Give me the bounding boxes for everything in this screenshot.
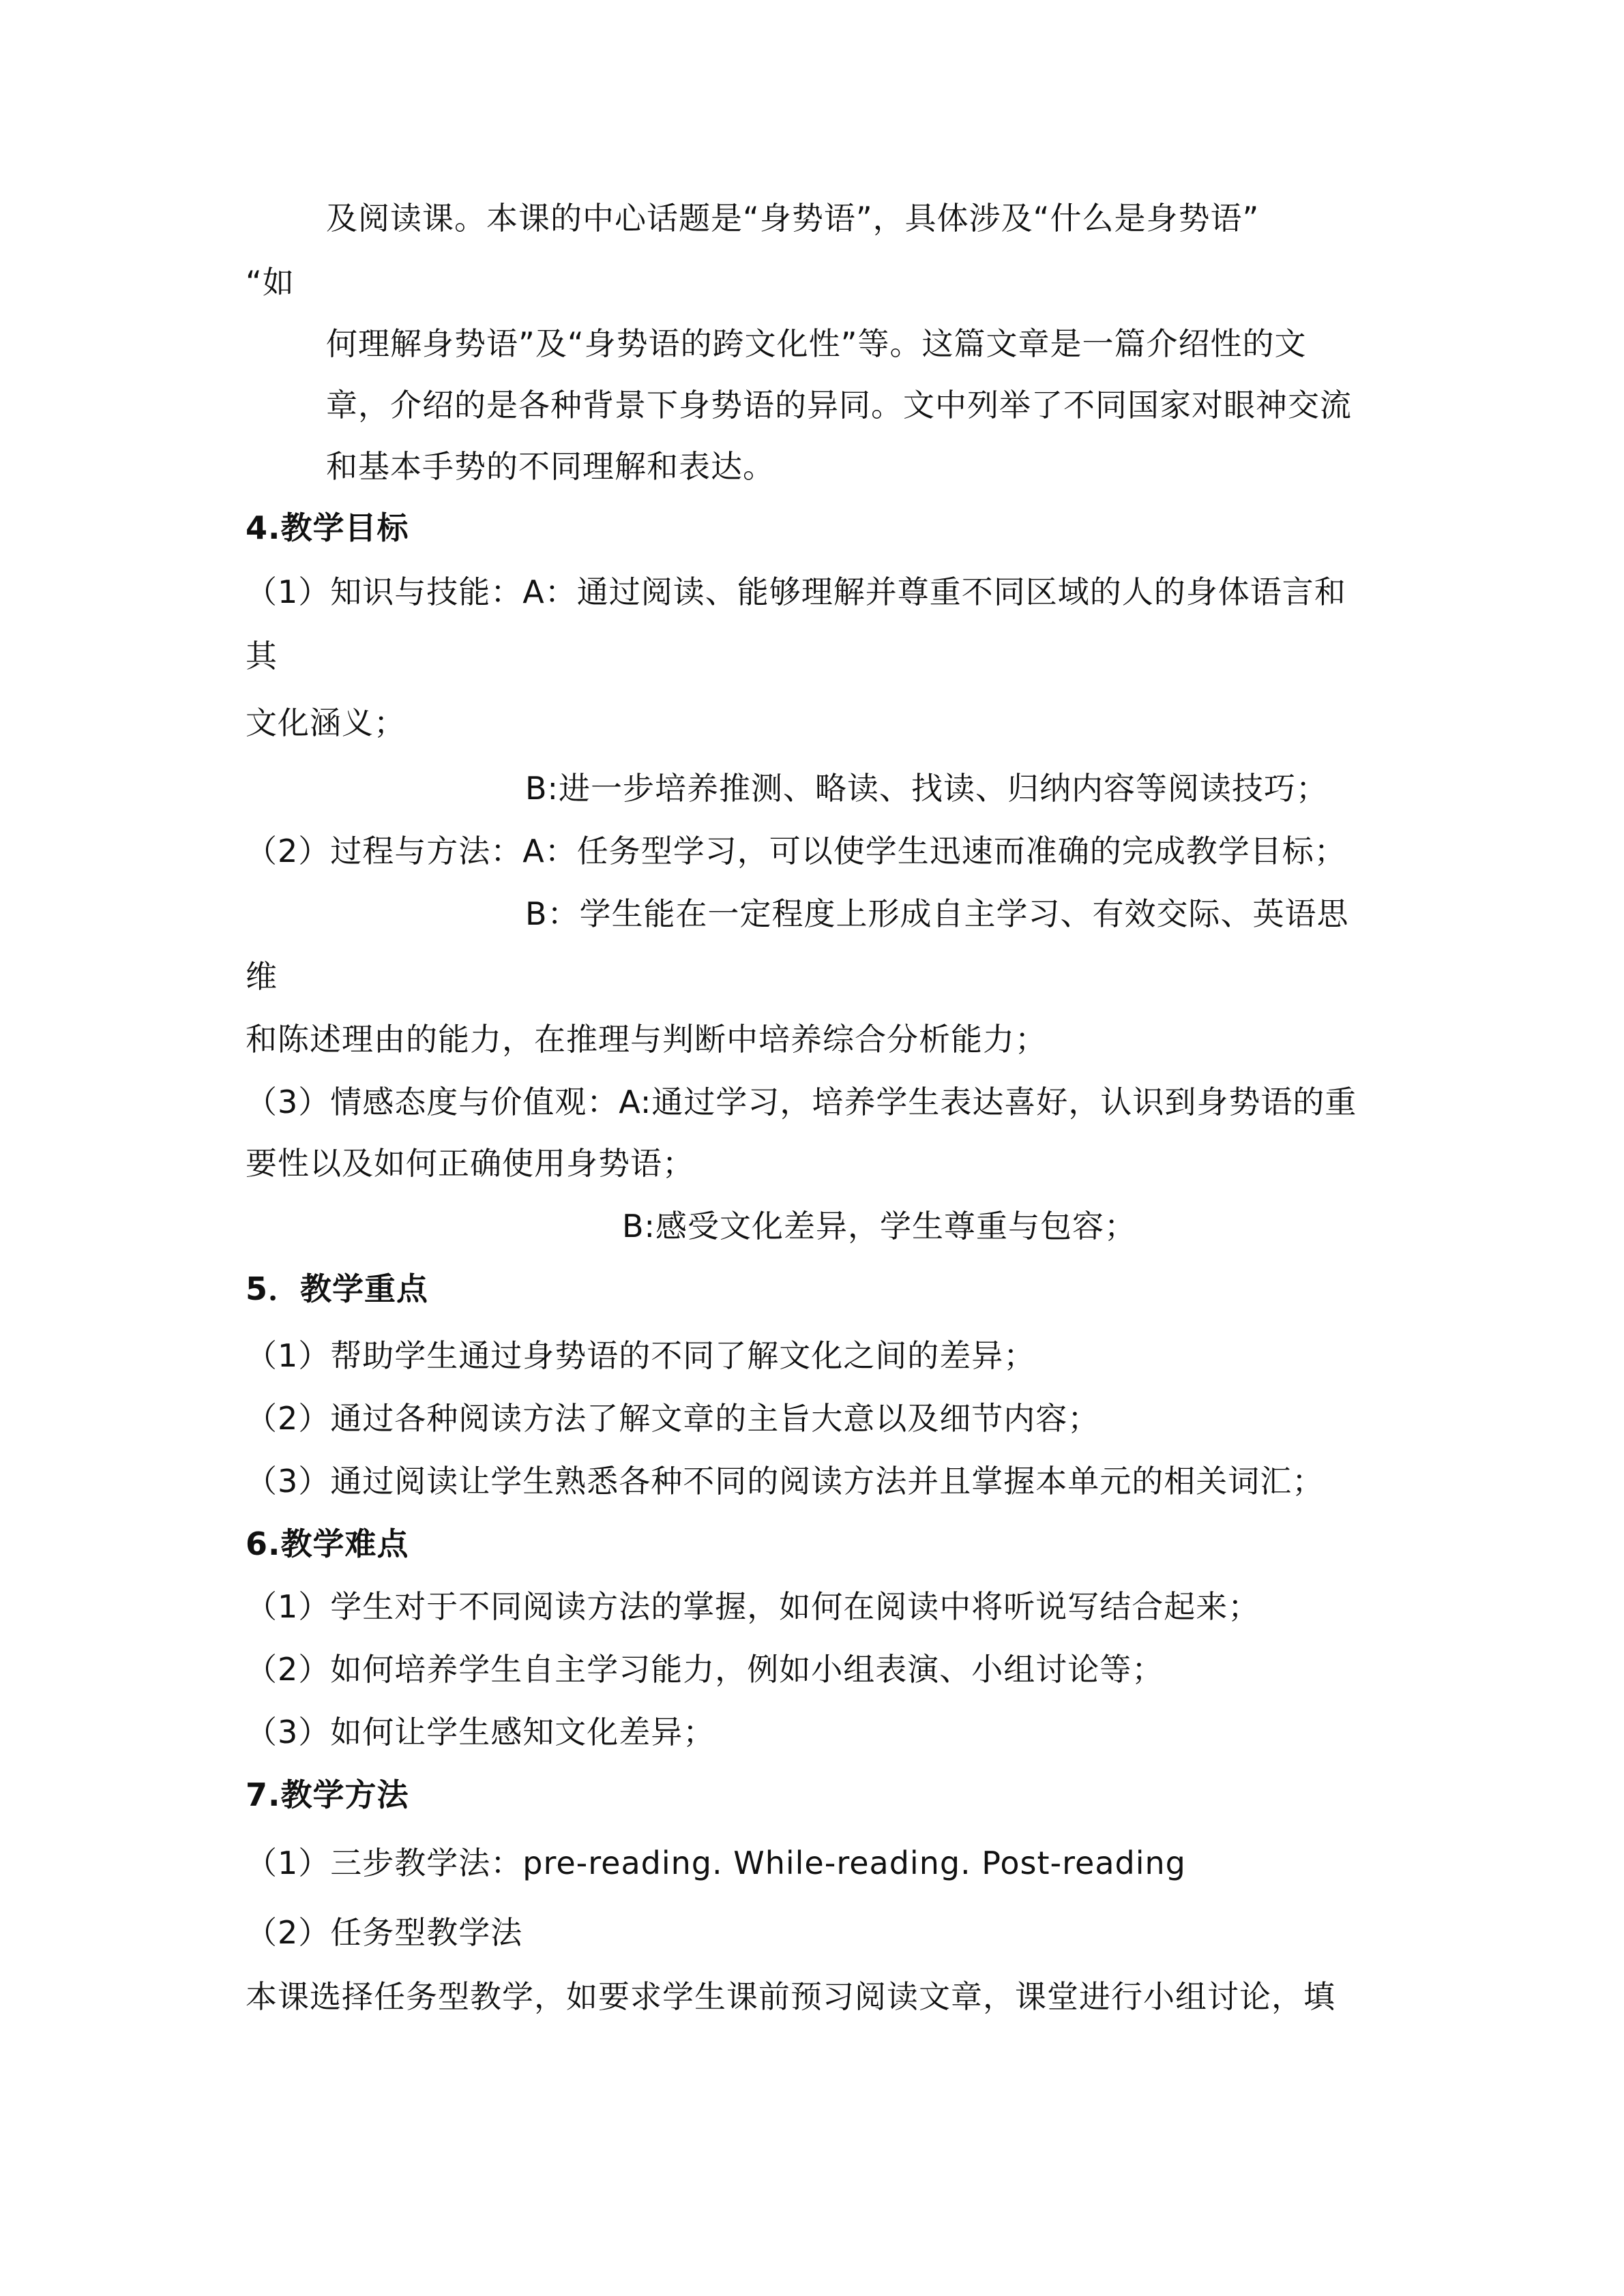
key-point-line: （1）帮助学生通过身势语的不同了解文化之间的差异； bbox=[246, 1337, 1036, 1374]
difficulty-line: （1）学生对于不同阅读方法的掌握，如何在阅读中将听说写结合起来； bbox=[246, 1588, 1260, 1625]
paragraph-line: 何理解身势语”及“身势语的跨文化性”等。这篇文章是一篇介绍性的文 bbox=[326, 325, 1307, 362]
objective-line: 文化涵义； bbox=[246, 704, 406, 741]
paragraph-line: 及阅读课。本课的中心话题是“身势语”，具体涉及“什么是身势语” bbox=[326, 200, 1260, 237]
key-point-line: （3）通过阅读让学生熟悉各种不同的阅读方法并且掌握本单元的相关词汇； bbox=[246, 1463, 1325, 1500]
section-heading-key-points: 5．教学重点 bbox=[246, 1270, 429, 1307]
objective-line: 维 bbox=[246, 958, 278, 995]
difficulty-line: （3）如何让学生感知文化差异； bbox=[246, 1714, 715, 1750]
objective-line: 要性以及如何正确使用身势语； bbox=[246, 1145, 694, 1182]
objective-line: （3）情感态度与价值观：A:通过学习，培养学生表达喜好，认识到身势语的重 bbox=[246, 1084, 1357, 1120]
objective-line: 和陈述理由的能力，在推理与判断中培养综合分析能力； bbox=[246, 1021, 1047, 1058]
objective-line: B：学生能在一定程度上形成自主学习、有效交际、英语思 bbox=[525, 895, 1349, 932]
paragraph-line: “如 bbox=[246, 264, 295, 301]
difficulty-line: （2）如何培养学生自主学习能力，例如小组表演、小组讨论等； bbox=[246, 1651, 1164, 1688]
objective-line: （2）过程与方法：A：任务型学习，可以使学生迅速而准确的完成教学目标； bbox=[246, 833, 1346, 869]
method-line: 本课选择任务型教学，如要求学生课前预习阅读文章，课堂进行小组讨论，填 bbox=[246, 1978, 1335, 2015]
method-line: （2）任务型教学法 bbox=[246, 1914, 523, 1951]
objective-line: B:进一步培养推测、略读、找读、归纳内容等阅读技巧； bbox=[525, 770, 1329, 807]
method-line: （1）三步教学法：pre-reading. While-reading. Post-reading bbox=[246, 1845, 1186, 1881]
section-heading-difficulties: 6.教学难点 bbox=[246, 1525, 409, 1562]
paragraph-line: 和基本手势的不同理解和表达。 bbox=[326, 448, 775, 485]
section-heading-methods: 7.教学方法 bbox=[246, 1776, 409, 1813]
objective-line: 其 bbox=[246, 638, 278, 674]
paragraph-line: 章，介绍的是各种背景下身势语的异同。文中列举了不同国家对眼神交流 bbox=[326, 387, 1352, 423]
objective-line: B:感受文化差异，学生尊重与包容； bbox=[622, 1208, 1137, 1244]
section-heading-objectives: 4.教学目标 bbox=[246, 509, 409, 546]
objective-line: （1）知识与技能：A：通过阅读、能够理解并尊重不同区域的人的身体语言和 bbox=[246, 573, 1346, 610]
key-point-line: （2）通过各种阅读方法了解文章的主旨大意以及细节内容； bbox=[246, 1400, 1100, 1437]
